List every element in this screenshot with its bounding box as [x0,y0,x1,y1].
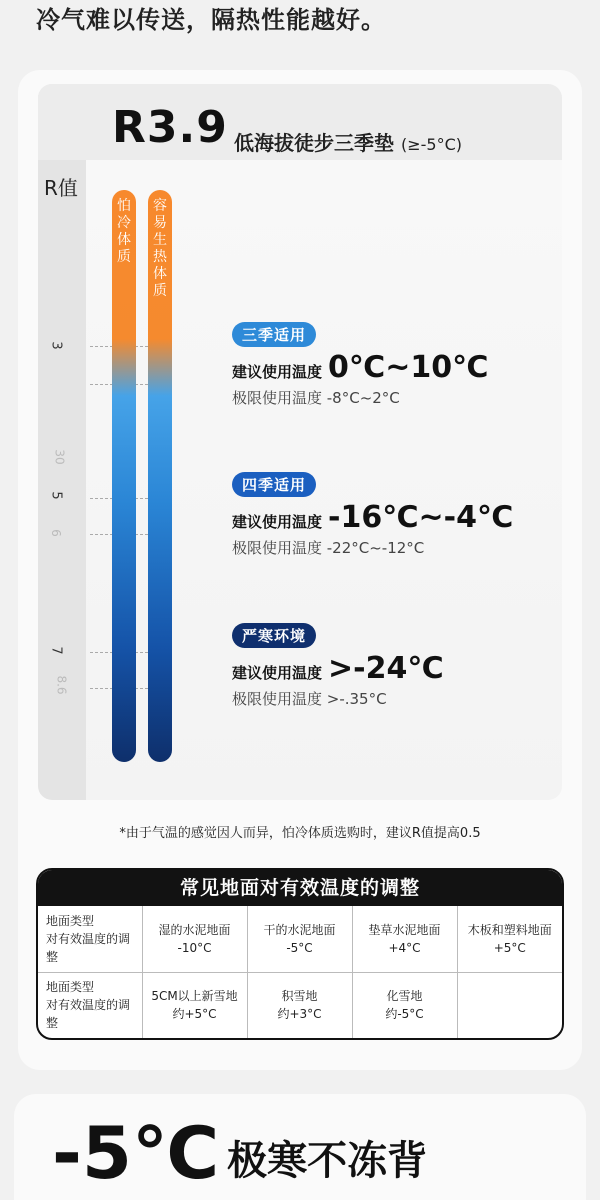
r-tick-3: 3 [48,341,64,350]
table-row [38,972,562,1038]
r-tick-faint-30: 30 [52,449,67,465]
ground-adjustment-table [36,868,564,1040]
r-tick-faint-6: 6 [48,529,63,537]
temp-adjustment: 约+5°C [172,1007,217,1022]
bottom-temperature: -5℃ [52,1111,220,1195]
temp-adjustment: 约+3°C [277,1007,322,1022]
suggested-temp-label: 建议使用温度 [232,664,323,682]
limit-temp: 极限使用温度 >-.35°C [232,690,387,708]
row-header-line2: 对有效温度的调整 [46,931,131,964]
ground-type: 5CM以上新雪地 [151,989,238,1004]
suggested-temp-value: -16℃~-4℃ [328,500,514,535]
adjustment-table-grid [38,906,562,1038]
table-cell [247,972,352,1038]
suggested-temp-row [232,652,444,686]
season-three [232,322,488,408]
season-four [232,472,513,558]
cold-sensitive-label: 怕冷体质 [117,198,131,265]
ground-type: 湿的水泥地面 [158,922,231,937]
header-text: 冷气难以传送，隔热性能越好。 [36,6,386,34]
ground-type: 化雪地 [386,989,423,1004]
suggested-temp-value: 0℃~10℃ [328,350,489,385]
ground-type: 积雪地 [281,989,318,1004]
row-header-line2: 对有效温度的调整 [46,998,131,1031]
bottom-headline [52,1108,427,1198]
table-cell [142,906,247,972]
suggested-temp-value: >-24℃ [328,651,444,686]
table-row [38,906,562,972]
table-cell [142,972,247,1038]
temp-adjustment: +4°C [388,940,421,955]
table-cell [352,906,457,972]
bottom-slogan: 极寒不冻背 [227,1137,428,1184]
heat-generating-label: 容易生热体质 [153,198,167,299]
ground-type: 木板和塑料地面 [467,922,552,937]
suggested-temp-label: 建议使用温度 [232,513,323,531]
limit-temp: 极限使用温度 -8°C~2°C [232,389,400,407]
row-header-line1: 地面类型 [46,980,95,995]
season-severe-cold [232,623,444,709]
heat-generating-bar [148,190,172,762]
ground-type: 干的水泥地面 [263,922,336,937]
temp-adjustment: -10°C [177,940,212,955]
temp-adjustment: -5°C [286,940,313,955]
temp-adjustment: 约-5°C [385,1007,424,1022]
r-tick-7: 7 [48,646,64,655]
table-cell-empty [457,972,562,1038]
limit-temp: 极限使用温度 -22°C~-12°C [232,539,425,557]
row-header [38,906,142,972]
temp-adjustment: +5°C [493,940,526,955]
table-cell [247,906,352,972]
season-badge: 严寒环境 [232,623,316,648]
pad-subtitle [234,127,462,156]
cold-sensitive-bar [112,190,136,762]
row-header-line1: 地面类型 [46,913,95,928]
season-badge: 三季适用 [232,322,316,347]
ground-type: 垫草水泥地面 [368,922,441,937]
suggested-temp-label: 建议使用温度 [232,363,323,381]
pad-subtitle-text: 低海拔徒步三季垫 [234,131,394,155]
pad-subtitle-range: (≥-5°C) [400,135,462,154]
r-tick-5: 5 [48,491,64,500]
table-cell [352,972,457,1038]
r-value-title: R3.9 [112,102,228,153]
r-axis-label: R值 [44,176,78,200]
table-title: 常见地面对有效温度的调整 [38,870,562,906]
table-cell [457,906,562,972]
suggested-temp-row [232,351,488,385]
suggested-temp-row [232,501,513,535]
row-header [38,972,142,1038]
season-badge: 四季适用 [232,472,316,497]
chart-title-bar [38,84,562,160]
footnote: *由于气温的感觉因人而异，怕冷体质选购时，建议R值提高0.5 [119,826,481,841]
r-tick-faint-86: 8.6 [54,675,69,695]
